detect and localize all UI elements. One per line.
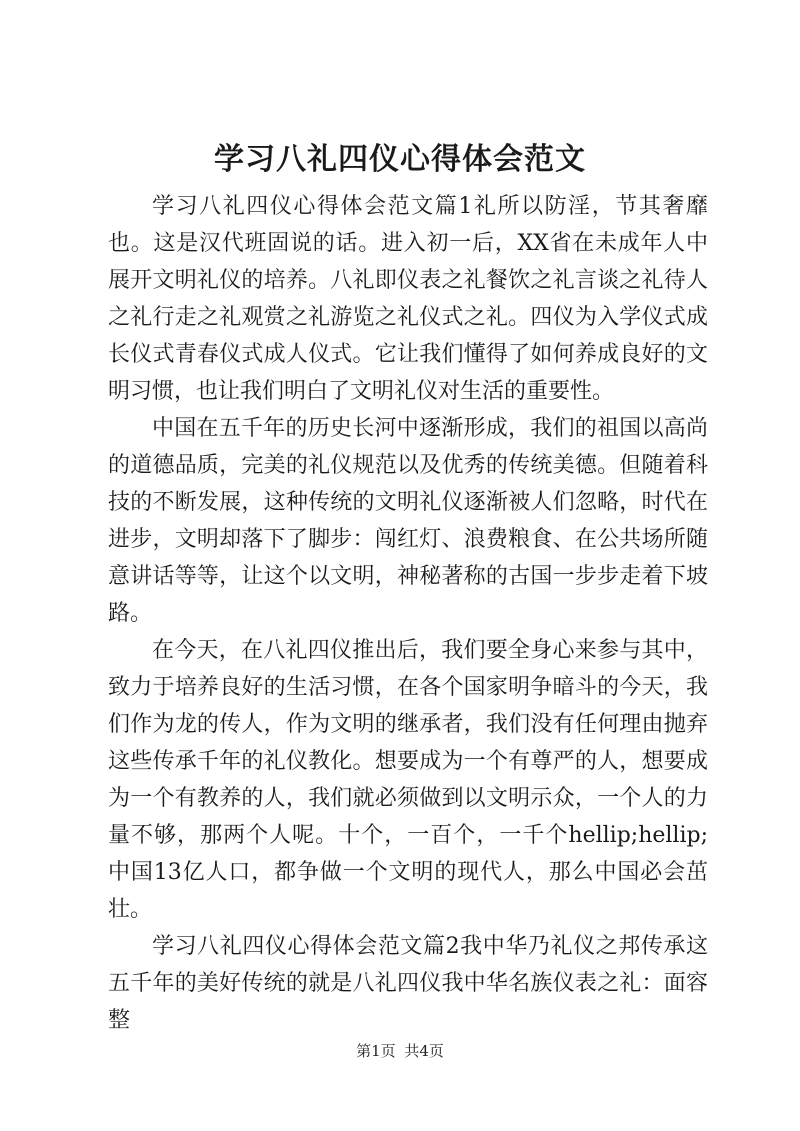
paragraph-1: 学习八礼四仪心得体会范文篇1礼所以防淫，节其奢靡也。这是汉代班固说的话。进入初一后，XX省在未成年人中展开文明礼仪的培养。八礼即仪表之礼餐饮之礼言谈之礼待人之礼行走之礼观赏之礼游览之礼仪式之礼。四仪为入学仪式成长仪式青春仪式成人仪式。它让我们懂得了如何养成良好的文明习惯，也让我们明白了文明礼仪对生活的重要性。 [108,194,708,404]
paragraph-3: 在今天，在八礼四仪推出后，我们要全身心来参与其中，致力于培养良好的生活习惯，在各个国家明争暗斗的今天，我们作为龙的传人，作为文明的继承者，我们没有任何理由抛弃这些传承千年的礼仪教化。想要成为一个有尊严的人，想要成为一个有教养的人，我们就必须做到以文明示众，一个人的力量不够，那两个人呢。十个，一百个，一千个hellip;hellip;中国13亿人口，都争做一个文明的现代人，那么中国必会茁壮。 [108,638,708,922]
document-title: 学习八礼四仪心得体会范文 [214,142,586,177]
document-body [108,188,708,1039]
page-footer [0,1041,800,1061]
page-total: 共4页 [404,1042,444,1060]
page-number: 第1页 [356,1042,396,1060]
paragraph-2: 中国在五千年的历史长河中逐渐形成，我们的祖国以高尚的道德品质，完美的礼仪规范以及优秀的传统美德。但随着科技的不断发展，这种传统的文明礼仪逐渐被人们忽略，时代在进步，文明却落下了脚步：闯红灯、浪费粮食、在公共场所随意讲话等等，让这个以文明，神秘著称的古国一步步走着下坡路。 [108,416,708,626]
paragraph-4: 学习八礼四仪心得体会范文篇2我中华乃礼仪之邦传承这五千年的美好传统的就是八礼四仪我中华名族仪表之礼：面容整 [108,934,708,1033]
